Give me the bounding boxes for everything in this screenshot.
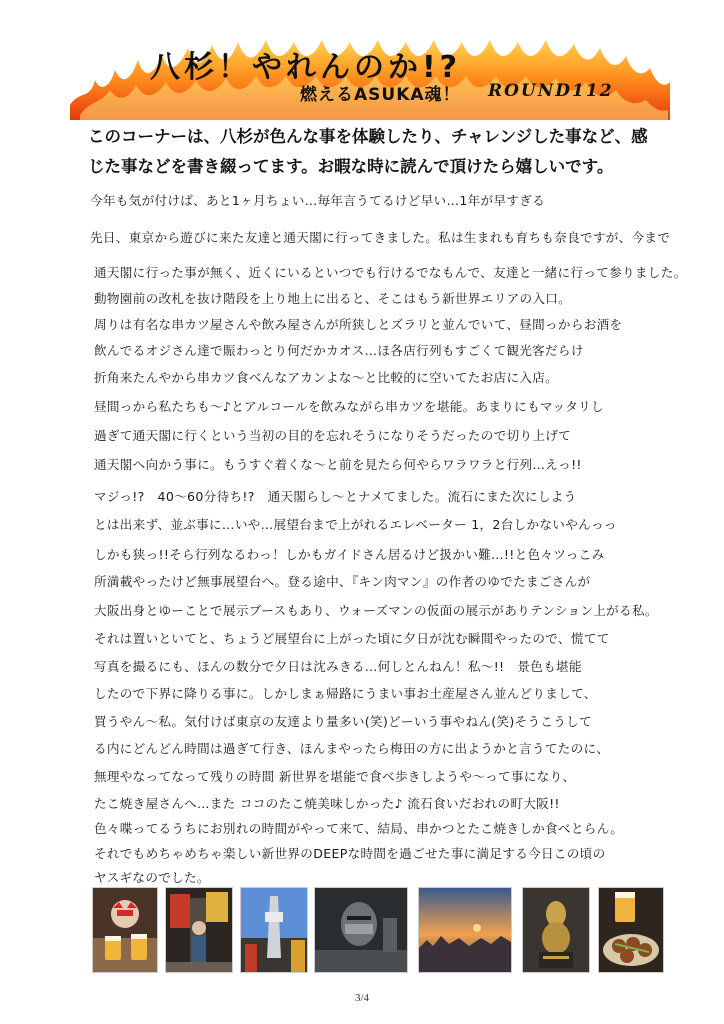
body-line: 写真を撮るにも、ほんの数分で夕日は沈みきる…何しとんねん！私〜!! 景色も堪能 — [94, 659, 582, 674]
body-line: 飲んでるオジさん達で賑わっとり何だかカオス…ほ各店行列もすごくて観光客だらけ — [94, 343, 584, 358]
billiken-statue-photo-icon — [522, 887, 590, 973]
body-line: 今年も気が付けば、あと1ヶ月ちょい…毎年言うてるけど早い…1年が早すぎる — [90, 193, 546, 208]
body-line: マジっ!? 40〜60分待ち!? 通天閣らし〜とナメてました。流石にまた次にしよう — [94, 489, 577, 504]
body-line: したので下界に降りる事に。しかしまぁ帰路にうまい事お土産屋さん並んどりまして、 — [94, 686, 597, 701]
body-line: る内にどんどん時間は過ぎて行き、ほんまやったら梅田の方に出ようかと言うてたのに、 — [94, 741, 610, 756]
body-line: しかも狭っ!!そら行列なるわっ！しかもガイドさん居るけど扱かい難…!!と色々ツっこみ — [94, 547, 605, 562]
body-line: 買うやん〜私。気付けば東京の友達より量多い(笑)どーいう事やねん(笑)そうこうして — [94, 714, 592, 729]
body-line: 先日、東京から遊びに来た友達と通天閣に行ってきました。私は生まれも育ちも奈良ですが、今まで — [90, 230, 671, 245]
intro-paragraph: このコーナーは、八杉が色んな事を体験したり、チャレンジした事など、感じた事などを書き綴ってます。お暇な時に読んで頂けたら嬉しいです。 — [88, 127, 648, 176]
shinsekai-street-photo-icon — [165, 887, 233, 973]
warsman-mask-photo-icon — [314, 887, 408, 973]
body-line: とは出来ず、並ぶ事に…いや…展望台まで上がれるエレベーター 1，2台しかないやんっっ — [94, 517, 617, 532]
tsutenkaku-tower-photo-icon — [240, 887, 308, 973]
page-title: 八杉！やれんのか!? — [150, 50, 462, 85]
page-number: 3/4 — [354, 992, 370, 1004]
body-line: 色々喋ってるうちにお別れの時間がやって来て、結局、串かつとたこ焼きしか食べとらん。 — [94, 821, 624, 836]
body-line: それでもめちゃめちゃ楽しい新世界のDEEPな時間を過ごせた事に満足する今日この頃の — [94, 846, 606, 861]
body-line: 無理やなってなって残りの時間 新世界を堪能で食べ歩きしようや〜って事になり、 — [94, 769, 576, 784]
body-line: 大阪出身とゆーことで展示ブースもあり、ウォーズマンの仮面の展示がありテンション上がる私。 — [94, 603, 658, 618]
body-line: 通天閣に行った事が無く、近くにいるといつでも行けるでなもんで、友達と一緒に行って参りました。 — [94, 265, 687, 280]
body-line: 周りは有名な串カツ屋さんや飲み屋さんが所狭しとズラリと並んでいて、昼間っからお酒を — [94, 317, 623, 332]
round-label: ROUND112 — [488, 81, 614, 101]
body-line: 昼間っから私たちも〜♪とアルコールを飲みながら串カツを堪能。あまりにもマッタリし — [94, 399, 604, 414]
page-subtitle: 燃えるASUKA魂！ — [300, 85, 461, 105]
takoyaki-photo-icon — [598, 887, 664, 973]
body-line: 所満載やったけど無事展望台へ。登る途中、『キン肉マン』の作者のゆでたまごさんが — [94, 574, 591, 589]
body-line: 過ぎて通天閣に行くという当初の目的を忘れそうになりそうだったので切り上げて — [94, 428, 572, 443]
body-line: 動物園前の改札を抜け階段を上り地上に出ると、そこはもう新世界エリアの入口。 — [94, 291, 572, 306]
body-line: 通天閣へ向かう事に。もうすぐ着くな〜と前を見たら何やらワラワラと行列…えっ!! — [94, 457, 582, 472]
body-line: それは置いといてと、ちょうど展望台に上がった頃に夕日が沈む瞬間やったので、慌てて — [94, 631, 610, 646]
body-line: たこ焼き屋さんへ…また ココのたこ焼美味しかった♪ 流石食いだおれの町大阪!! — [94, 796, 560, 811]
sunset-cityscape-photo-icon — [418, 887, 512, 973]
selfie-beer-photo-icon — [92, 887, 158, 973]
body-line: ヤスギなのでした。 — [94, 870, 210, 885]
body-line: 折角来たんやから串カツ食べんなアカンよな〜と比較的に空いてたお店に入店。 — [94, 370, 559, 385]
